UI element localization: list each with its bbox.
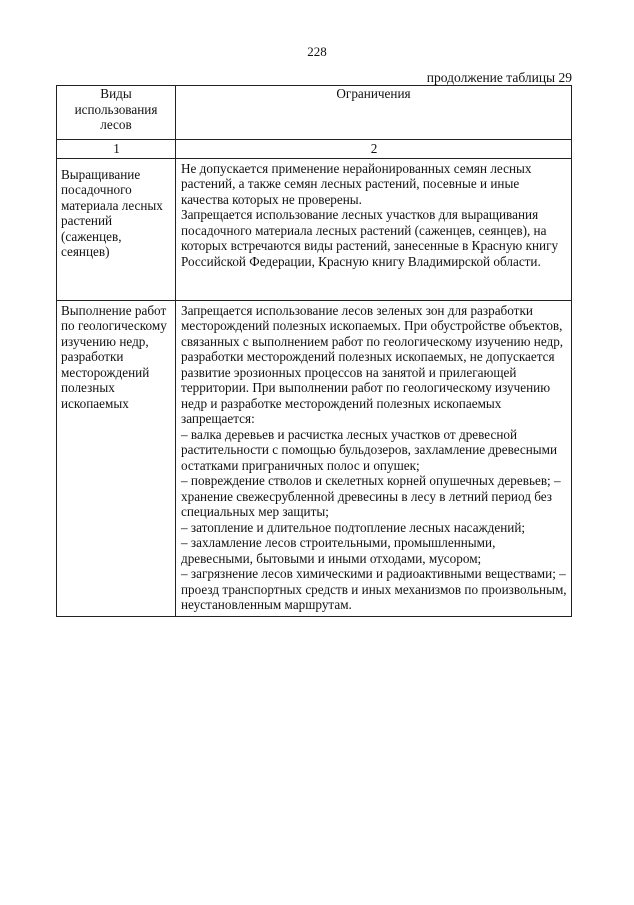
table-continuation-label: продолжение таблицы 29 [426, 70, 572, 85]
restrictions-cell [176, 300, 572, 616]
restrictions-table [56, 85, 572, 617]
restriction-paragraph: Не допускается применение нерайонированных семян лесных растений, а также семян лесных растений, посевные и иные качества которых не проверены. [181, 160, 532, 207]
page-number: 228 [307, 44, 327, 59]
restriction-paragraph: Запрещается использование лесных участков для выращивания посадочного материала лесных растений (саженцев, сеянцев), на которых встречаются виды растений, занесенные в Красную книгу Российской Федерации, Красную книгу Владимирской области. [181, 207, 559, 269]
restriction-list-item: – загрязнение лесов химическими и радиоактивными веществами; – проезд транспортных средств и иных механизмов по произвольным, неустановленным маршрутам. [181, 566, 567, 612]
restriction-list-item: – захламление лесов строительными, промышленными, древесными, бытовыми и иными отходами, мусором; [181, 535, 496, 566]
restriction-list-item: – повреждение стволов и скелетных корней опушечных деревьев; – хранение свежесрубленной древесины в лесу в летний период без специальных мер защиты; [181, 473, 561, 519]
restrictions-cell [176, 158, 572, 300]
table-header-row [57, 86, 572, 140]
column-number-2: 2 [176, 140, 572, 159]
column-number-row [57, 140, 572, 159]
column-number-1: 1 [57, 140, 176, 159]
table-row [57, 158, 572, 300]
forest-use-type-cell: Выполнение работ по геологическому изучению недр, разработки месторождений полезных ископаемых [57, 300, 176, 616]
restriction-list-item: – валка деревьев и расчистка лесных участков от древесной растительности с помощью бульдозеров, захламление древесными остатками приграничных полос и опушек; [181, 426, 558, 473]
header-restrictions: Ограничения [176, 86, 572, 140]
forest-use-type-cell: Выращивание посадочного материала лесных растений (саженцев, сеянцев) [57, 158, 176, 300]
header-forest-use-types: Виды использования лесов [57, 86, 176, 140]
table-row [57, 300, 572, 616]
restriction-paragraph: Запрещается использование лесов зеленых зон для разработки месторождений полезных ископаемых. При обустройстве объектов, связанных с выполнением работ по геологическому изучению недр, разработки месторождений полезных ископаемых, не допускается развитие эрозионных процессов на занятой и прилегающей территории. При выполнении работ по геологическому изучению недр и разработке месторождений полезных ископаемых запрещается: [181, 302, 564, 426]
restriction-list-item: – затопление и длительное подтопление лесных насаждений; [181, 519, 526, 535]
